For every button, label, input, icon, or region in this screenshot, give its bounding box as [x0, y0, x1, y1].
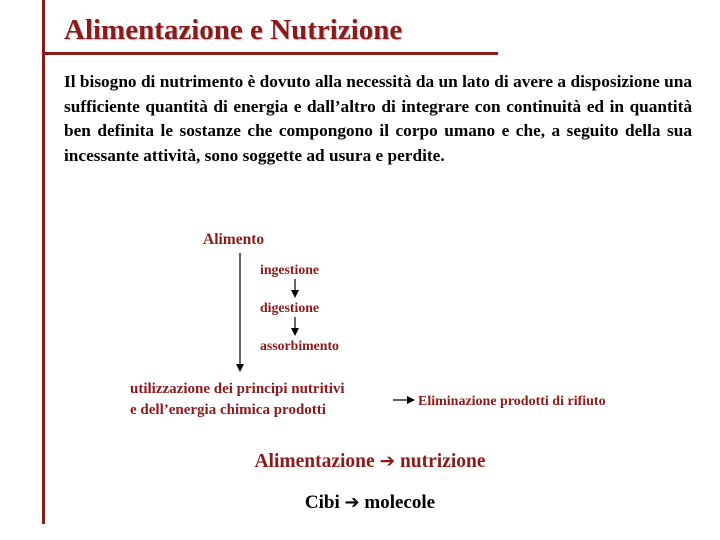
utilizzazione-label: [130, 379, 345, 421]
cibi-text: Cibi: [304, 492, 340, 513]
alimento-label: Alimento: [203, 231, 265, 248]
right-arrow-icon: ➔: [344, 492, 360, 513]
utilizzazione-line-2: e dell’energia chimica prodotti: [130, 402, 326, 418]
step-digestione: digestione: [260, 300, 320, 315]
eliminazione-label: Eliminazione prodotti di rifiuto: [418, 394, 606, 409]
left-accent-bar: [42, 0, 45, 524]
step-ingestione: ingestione: [260, 262, 320, 277]
intro-paragraph: Il bisogno di nutrimento è dovuto alla necessità da un lato di avere a disposizione una sufficiente quantità di energia e dall’altro di integrare con continuità ed in quantità ben definita le sostanze che compongono il corpo umano e che, a seguito della sua incessante attività, sono soggette ad usura e perdite.: [64, 72, 692, 165]
step-assorbimento: assorbimento: [260, 338, 339, 353]
molecole-text: molecole: [364, 492, 436, 513]
conclusion-cibi: [0, 492, 720, 514]
nutrizione-text: nutrizione: [399, 451, 486, 472]
alimentazione-text: Alimentazione: [254, 451, 375, 472]
title-underline: [42, 52, 498, 55]
right-arrow-icon: ➔: [379, 451, 396, 472]
slide-title: Alimentazione e Nutrizione: [64, 14, 403, 46]
conclusion-alimentazione: [0, 451, 720, 473]
utilizzazione-line-1: utilizzazione dei principi nutritivi: [130, 381, 345, 397]
